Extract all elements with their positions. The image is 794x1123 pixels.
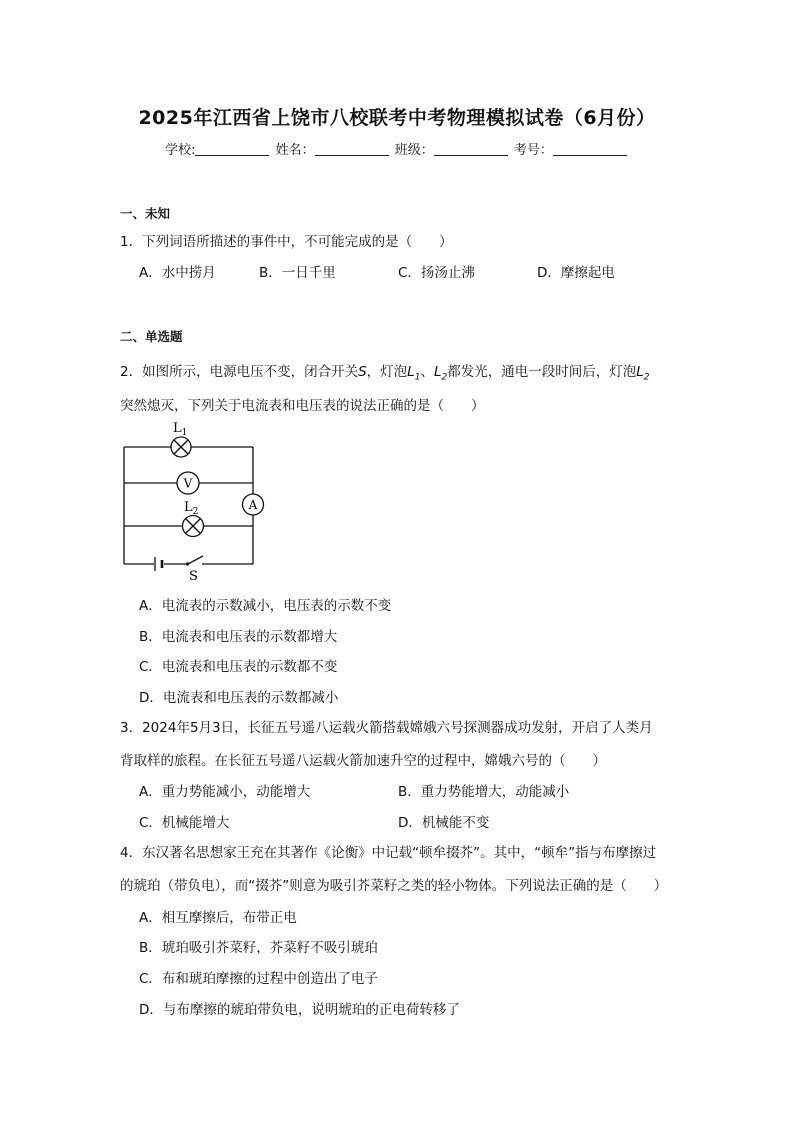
school-label: 学校: <box>165 143 196 158</box>
name-blank <box>315 142 389 156</box>
q3-option-a: A．重力势能减小，动能增大 <box>139 784 311 800</box>
q2-text-b: ，灯泡 <box>366 364 408 380</box>
q2-line2: 突然熄灭，下列关于电流表和电压表的说法正确的是（ ） <box>120 398 485 414</box>
number-label: 考号： <box>513 143 553 158</box>
class-blank <box>434 142 508 156</box>
q3-option-d: D．机械能不变 <box>398 815 490 831</box>
voltmeter-label: V <box>183 476 193 491</box>
lamp-l2-label: $L_2$ <box>184 500 199 517</box>
q1-stem: 1．下列词语所描述的事件中，不可能完成的是（ ） <box>120 234 453 250</box>
q4-option-d: D．与布摩擦的琥珀带负电，说明琥珀的正电荷转移了 <box>139 1002 460 1018</box>
q4-line2: 的琥珀（带负电），而“掇芥”则意为吸引芥菜籽之类的轻小物体。下列说法正确的是（ ） <box>120 878 668 894</box>
q3-line2: 背取样的旅程。在长征五号遥八运载火箭加速升空的过程中，嫦娥六号的（ ） <box>120 753 606 769</box>
q3-option-b: B．重力势能增大，动能减小 <box>398 784 570 800</box>
q2-option-a: A．电流表的示数减小，电压表的示数不变 <box>139 598 392 614</box>
q1-option-c: C．扬汤止沸 <box>398 265 475 281</box>
switch-label: S <box>189 569 198 584</box>
q4-line1: 4．东汉著名思想家王充在其著作《论衡》中记载“顿牟掇芥”。其中，“顿牟”指与布摩擦过 <box>120 845 657 861</box>
q2-l2b-var: $L_2$ <box>636 364 650 383</box>
switch-icon <box>186 556 203 566</box>
q4-option-c: C．布和琥珀摩擦的过程中创造出了电子 <box>139 971 378 987</box>
exam-title: 2025年江西省上饶市八校联考中考物理模拟试卷（6月份） <box>138 107 656 129</box>
q2-line1 <box>120 360 649 383</box>
name-label: 姓名： <box>275 143 315 158</box>
voltmeter-icon <box>177 472 199 494</box>
q1-option-a: A．水中捞月 <box>139 265 216 281</box>
q2-text-d: 都发光，通电一段时间后，灯泡 <box>447 364 637 380</box>
class-label: 班级： <box>394 143 434 158</box>
student-info-line <box>0 139 794 158</box>
lamp-l1-icon <box>171 437 191 457</box>
q2-option-d: D．电流表和电压表的示数都减小 <box>139 690 339 706</box>
q2-option-b: B．电流表和电压表的示数都增大 <box>139 629 338 645</box>
q4-option-b: B．琥珀吸引芥菜籽，芥菜籽不吸引琥珀 <box>139 940 378 956</box>
section-heading-single-choice: 二、单选题 <box>120 329 183 344</box>
q1-option-b: B．一日千里 <box>259 265 336 281</box>
q2-l2-var: $L_2$ <box>433 364 448 383</box>
section-heading-unknown: 一、未知 <box>120 206 171 221</box>
number-blank <box>553 142 627 156</box>
ammeter-label: A <box>248 498 258 512</box>
battery-icon <box>155 557 162 571</box>
school-blank <box>195 142 269 156</box>
ammeter-icon <box>243 494 264 515</box>
q4-option-a: A．相互摩擦后，布带正电 <box>139 910 297 926</box>
q3-line1: 3．2024年5月3日，长征五号遥八运载火箭搭载嫦娥六号探测器成功发射，开启了人类月 <box>120 720 653 736</box>
lamp-l2-icon <box>183 516 204 537</box>
q2-text-c: 、 <box>420 364 434 380</box>
circuit-diagram <box>118 414 268 584</box>
q2-text-a: 2．如图所示，电源电压不变，闭合开关 <box>120 364 359 380</box>
lamp-l1-label: $L_1$ <box>173 421 188 438</box>
q1-option-d: D．摩擦起电 <box>537 265 615 281</box>
q2-option-c: C．电流表和电压表的示数都不变 <box>139 659 338 675</box>
q3-option-c: C．机械能增大 <box>139 815 230 831</box>
q2-l1-var: $L_1$ <box>407 364 421 383</box>
q2-switch-var: S <box>358 364 367 380</box>
